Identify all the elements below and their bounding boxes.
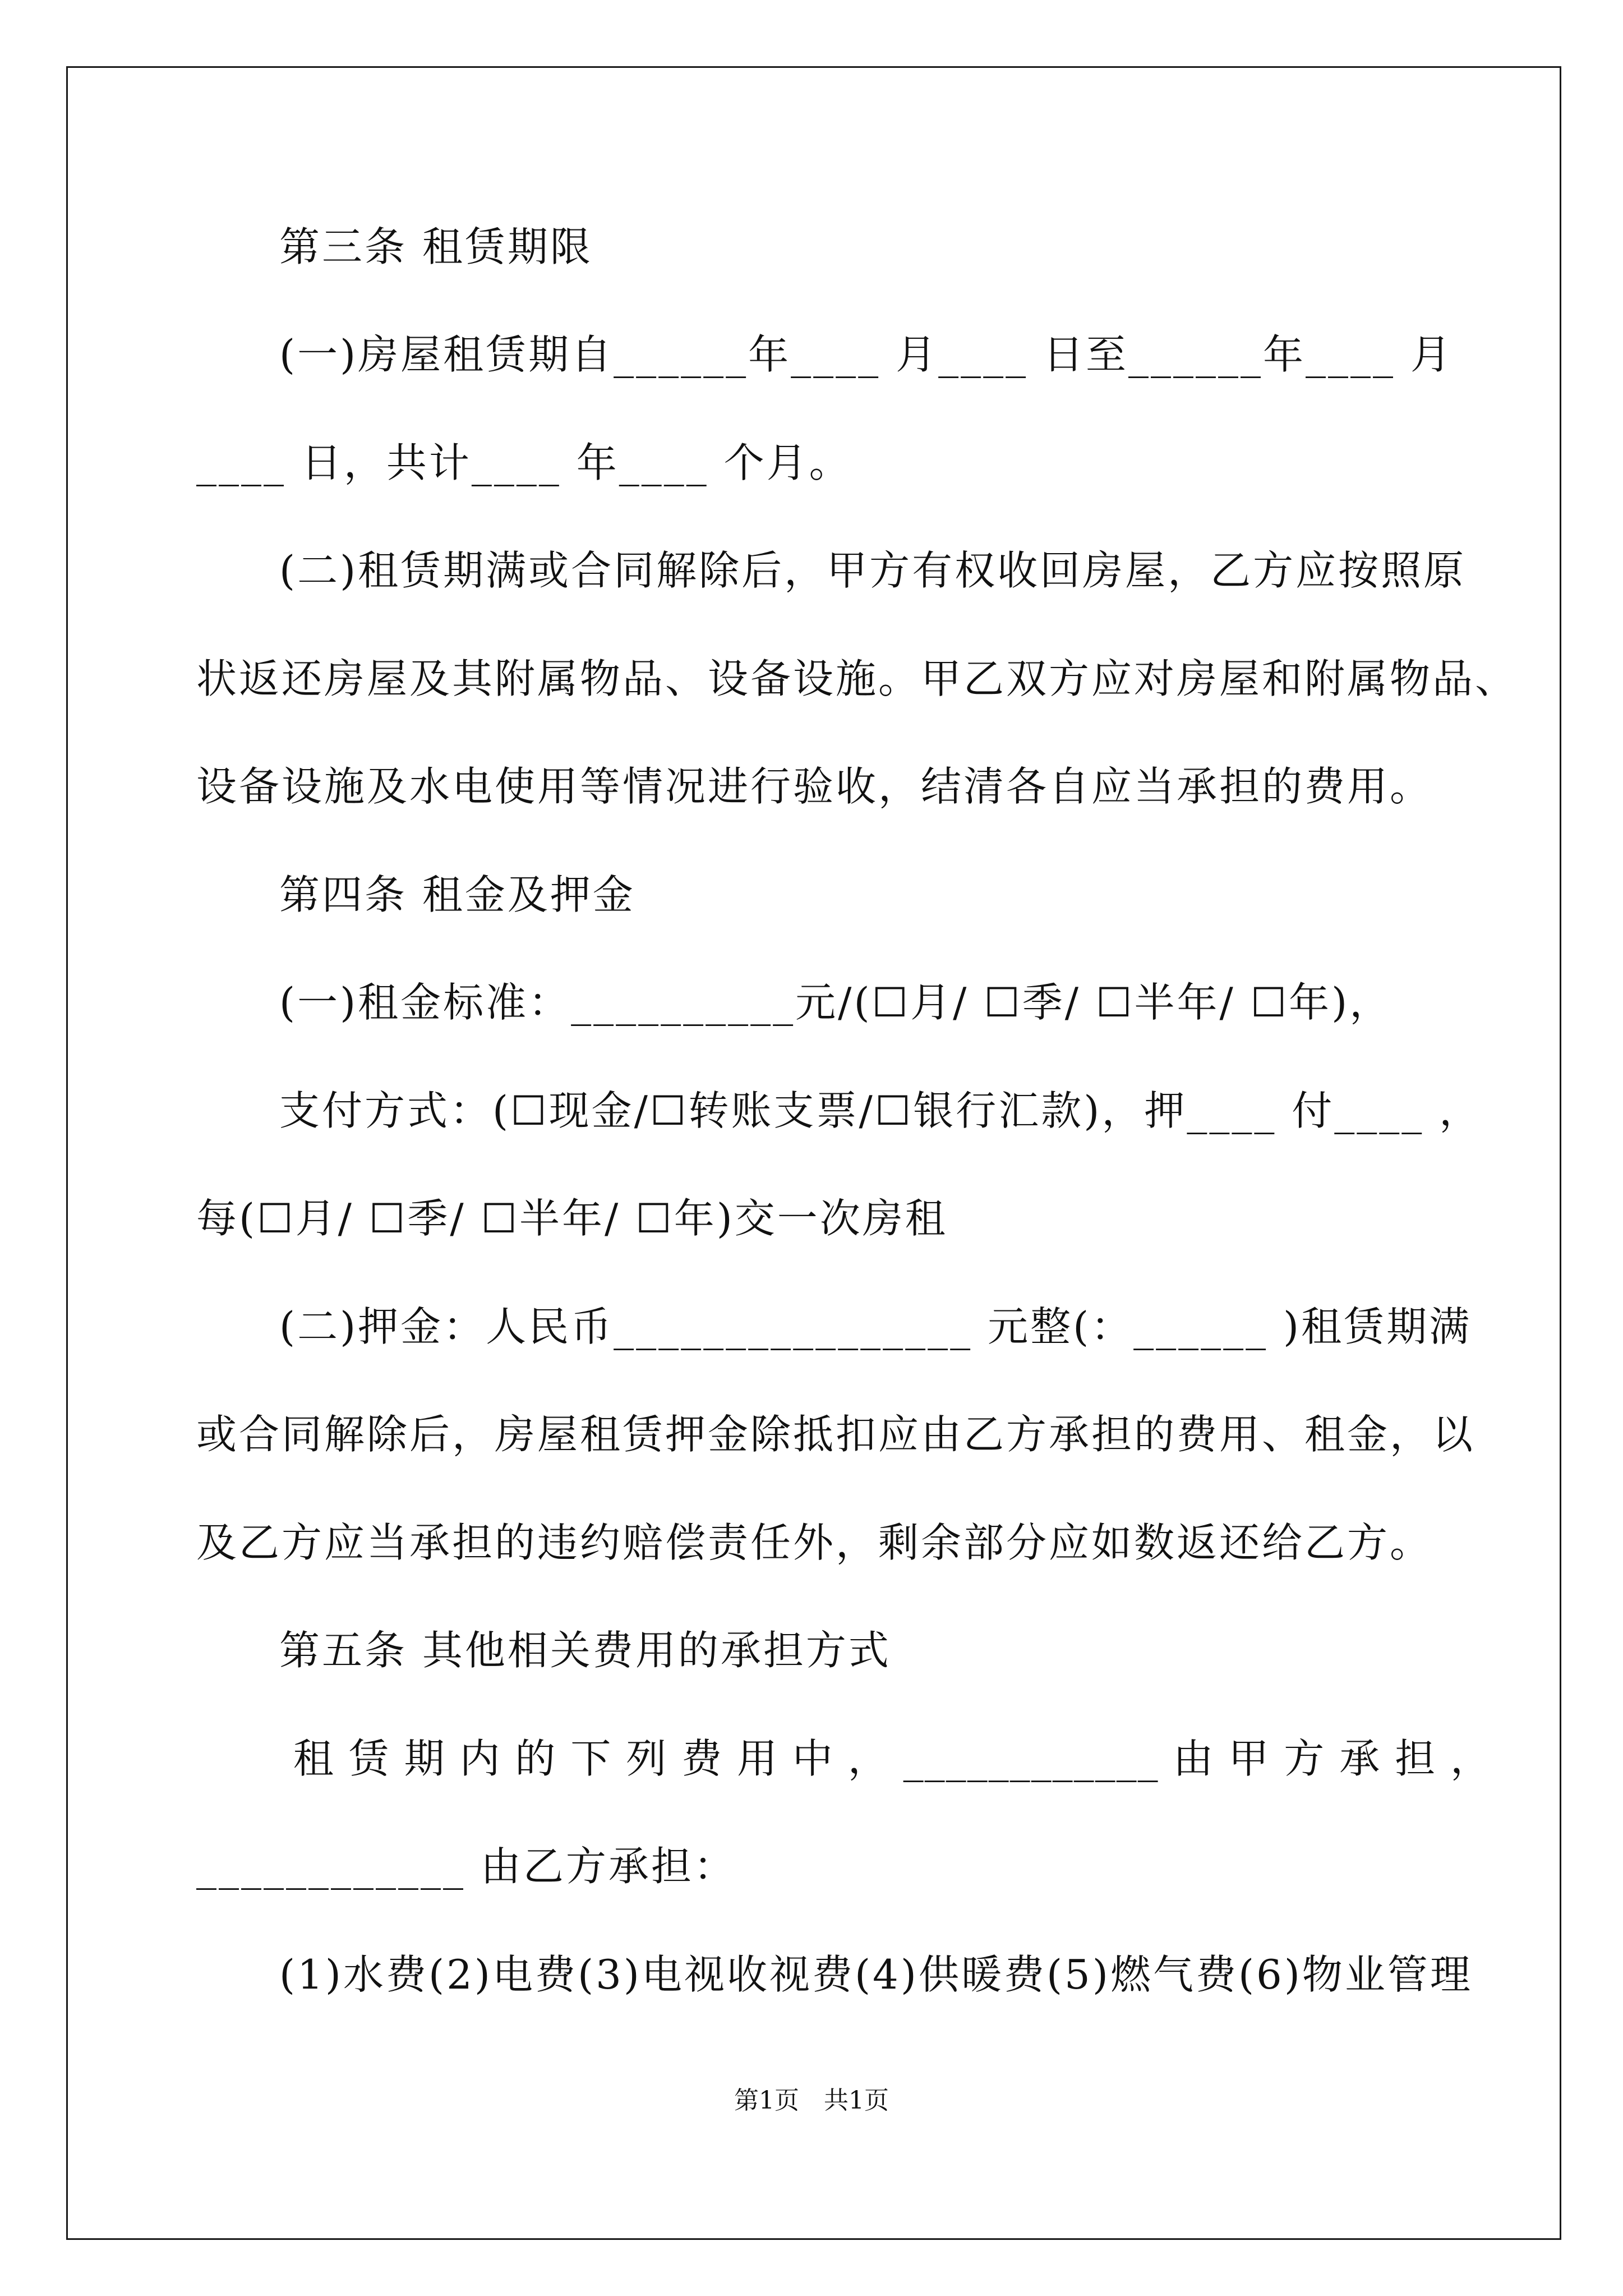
article-4-heading: 第四条 租金及押金 (279, 871, 635, 918)
article-3-heading: 第三条 租赁期限 (279, 223, 593, 270)
clause-5-line-3: (1)水费(2)电费(3)电视收视费(4)供暖费(5)燃气费(6)物业管理 (279, 1951, 1473, 1998)
clause-4-1-line-3: 每(☐月/ ☐季/ ☐半年/ ☐年)交一次房租 (196, 1195, 948, 1242)
clause-4-2-line-3: 及乙方应当承担的违约赔偿责任外，剩余部分应如数返还给乙方。 (196, 1519, 1433, 1566)
clause-3-1-line-1: (一)房屋租赁期自______年____ 月____ 日至______年____ 月 (279, 331, 1453, 378)
article-5-heading: 第五条 其他相关费用的承担方式 (279, 1627, 891, 1674)
clause-5-line-1: 租 赁 期 内 的 下 列 费 用 中 ， ____________ 由 甲 方 承 担 ， (279, 1735, 1492, 1782)
clause-4-2-line-2: 或合同解除后，房屋租赁押金除抵扣应由乙方承担的费用、租金，以 (196, 1411, 1476, 1458)
clause-5-line-2: ____________ 由乙方承担： (196, 1843, 736, 1890)
clause-3-1-line-2: ____ 日，共计____ 年____ 个月。 (196, 439, 852, 486)
clause-3-2-line-2: 状返还房屋及其附属物品、设备设施。甲乙双方应对房屋和附属物品、 (196, 655, 1518, 702)
clause-4-1-line-2: 支付方式：(☐现金/☐转账支票/☐银行汇款)，押____ 付____ ， (279, 1087, 1482, 1134)
page-border (66, 66, 1561, 2240)
clause-3-2-line-3: 设备设施及水电使用等情况进行验收，结清各自应当承担的费用。 (196, 763, 1433, 810)
clause-3-2-line-1: (二)租赁期满或合同解除后，甲方有权收回房屋，乙方应按照原 (279, 547, 1467, 594)
clause-4-2-line-1: (二)押金：人民币________________ 元整(：______ )租赁期满 (279, 1303, 1472, 1350)
clause-4-1-line-1: (一)租金标准：__________元/(☐月/ ☐季/ ☐半年/ ☐年)， (279, 979, 1393, 1026)
page-footer: 第1页 共1页 (734, 2086, 889, 2115)
